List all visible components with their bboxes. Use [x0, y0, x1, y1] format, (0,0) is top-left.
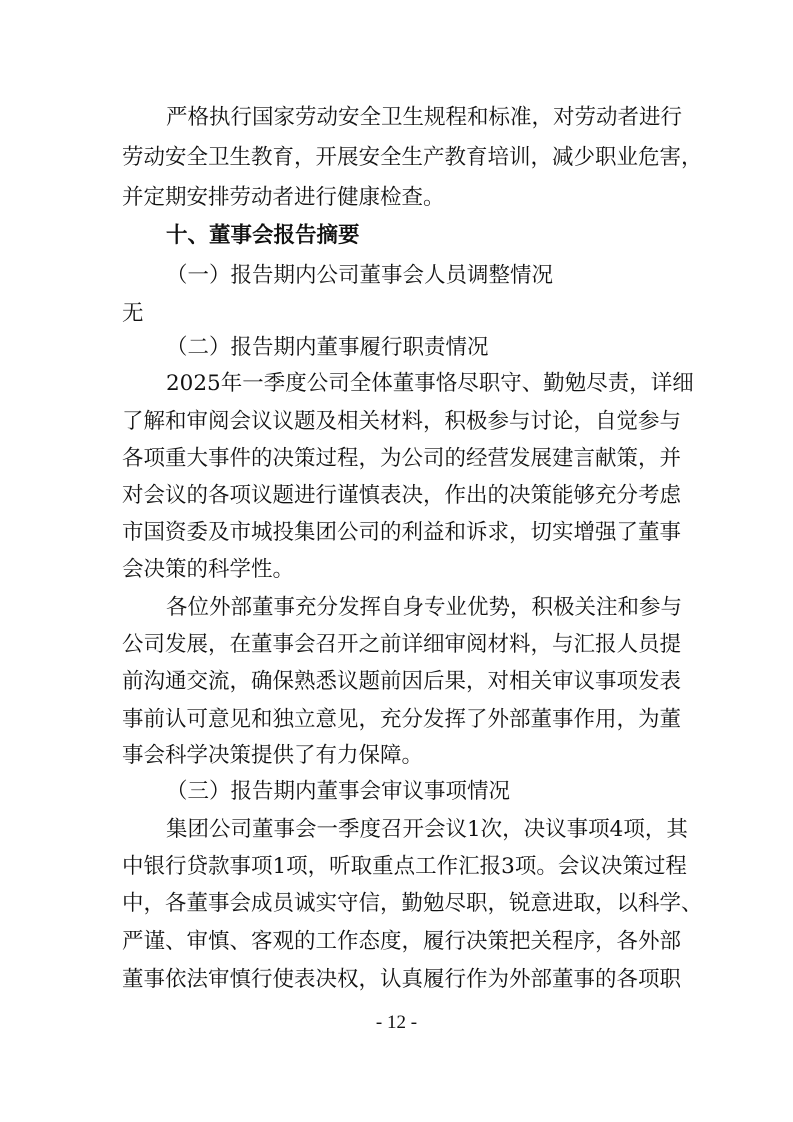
- paragraph-line: 了解和审阅会议议题及相关材料，积极参与讨论，自觉参与: [122, 409, 682, 434]
- subsection-heading: （一）报告期内公司董事会人员调整情况: [166, 263, 554, 288]
- section-heading: 十、董事会报告摘要: [166, 223, 360, 248]
- paragraph-line: 劳动安全卫生教育，开展安全生产教育培训，减少职业危害，: [122, 145, 703, 170]
- paragraph-line: 各项重大事件的决策过程，为公司的经营发展建言献策，并: [122, 446, 682, 471]
- paragraph-line: 事会科学决策提供了有力保障。: [122, 743, 424, 768]
- paragraph-line: 2025年一季度公司全体董事恪尽职守、勤勉尽责，详细: [166, 371, 694, 396]
- page-number: - 12 -: [375, 1012, 418, 1033]
- subsection-heading: （三）报告期内董事会审议事项情况: [166, 779, 511, 804]
- paragraph-line: 中银行贷款事项1项，听取重点工作汇报3项。会议决策过程: [122, 854, 687, 879]
- paragraph-line: 前沟通交流，确保熟悉议题前因后果，对相关审议事项发表: [122, 669, 682, 694]
- paragraph-line: 会决策的科学性。: [122, 557, 295, 582]
- paragraph-line: 事前认可意见和独立意见，充分发挥了外部董事作用，为董: [122, 707, 682, 732]
- subsection-heading: （二）报告期内董事履行职责情况: [166, 335, 489, 360]
- paragraph-line: 各位外部董事充分发挥自身专业优势，积极关注和参与: [166, 595, 683, 620]
- paragraph-line: 董事依法审慎行使表决权，认真履行作为外部董事的各项职: [122, 967, 682, 992]
- paragraph-line: 对会议的各项议题进行谨慎表决，作出的决策能够充分考虑: [122, 483, 682, 508]
- paragraph-line: 严格执行国家劳动安全卫生规程和标准，对劳动者进行: [166, 105, 683, 130]
- paragraph-line: 并定期安排劳动者进行健康检查。: [122, 185, 445, 210]
- paragraph-line: 中，各董事会成员诚实守信，勤勉尽职，锐意进取，以科学、: [122, 891, 703, 916]
- paragraph-line: 严谨、审慎、客观的工作态度，履行决策把关程序，各外部: [122, 929, 682, 954]
- paragraph-line: 公司发展，在董事会召开之前详细审阅材料，与汇报人员提: [122, 632, 682, 657]
- plain-text: 无: [122, 301, 144, 326]
- paragraph-line: 市国资委及市城投集团公司的利益和诉求，切实增强了董事: [122, 520, 682, 545]
- paragraph-line: 集团公司董事会一季度召开会议1次，决议事项4项，其: [166, 817, 688, 842]
